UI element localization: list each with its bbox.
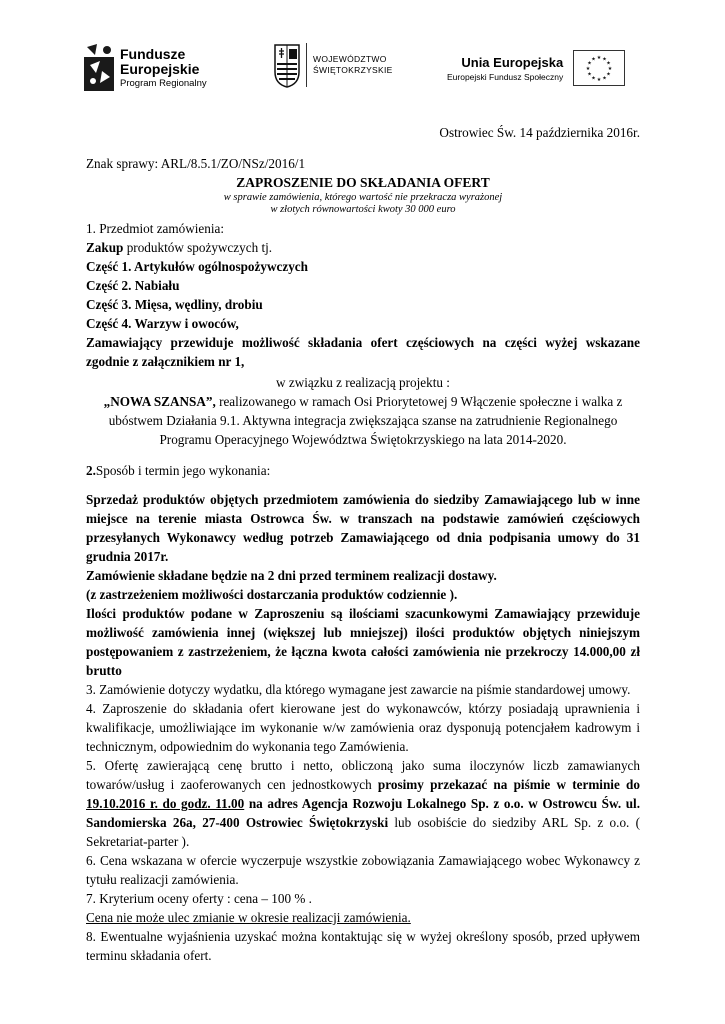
section-6: 6. Cena wskazana w ofercie wyczerpuje wszystkie zobowiązania Zamawiającego wobec Wykonawcy z tytułu realizacji zamówienia.: [86, 853, 640, 887]
section-5-deadline: 19.10.2016 r. do godz. 11.00: [86, 796, 245, 811]
part-2: Część 2. Nabiału: [86, 278, 180, 293]
section-7: 7. Kryterium oceny oferty : cena – 100 % .: [86, 891, 312, 906]
fe-logo-line2: Europejskie: [120, 60, 200, 77]
document-title: ZAPROSZENIE DO SKŁADANIA OFERT: [236, 175, 490, 190]
fe-logo-line1: Fundusze: [120, 45, 186, 62]
eu-logo-line1: Unia Europejska: [461, 54, 564, 70]
project-description: [86, 392, 640, 449]
swietokrzyskie-logo: [274, 42, 393, 88]
section-1-heading: 1. Przedmiot zamówienia:: [86, 221, 225, 236]
section-2-heading: [86, 461, 640, 480]
project-intro: w związku z realizacją projektu :: [276, 375, 450, 390]
section-4: 4. Zaproszenie do składania ofert kierowane jest do wykonawców, którzy posiadają uprawnienia i kwalifikacje, umożliwiające im wykonanie w/w zamówienia oraz dysponują potencjałem kadrowym i technicznym, odpowiednim do wykonania tego Zamówienia.: [86, 701, 640, 754]
case-reference: Znak sprawy: ARL/8.5.1/ZO/NSz/2016/1: [86, 156, 306, 171]
svg-text:★: ★: [591, 56, 596, 63]
section-7-note: Cena nie może ulec zmianie w okresie realizacji zamówienia.: [86, 910, 411, 925]
region-logo-line2: ŚWIĘTOKRZYSKIE: [313, 65, 393, 75]
unia-europejska-logo: [447, 50, 625, 86]
section-2-title: Sposób i termin jego wykonania:: [95, 463, 271, 478]
section-5-address: na adres Agencja Rozwoju Lokalnego Sp. z o.o. w Ostrowcu Św. ul. Sandomierska 26a, 27-400 Ostrowiec Świętokrzyski: [86, 796, 641, 830]
part-3: Część 3. Mięsa, wędliny, drobiu: [86, 297, 263, 312]
section-2-quantities: Ilości produktów podane w Zaproszeniu są ilościami szacunkowymi Zamawiający przewiduje możliwość zamówienia innej (większej lub mniejszej) ilości produktów objętych niniejszym postępowaniem z zastrzeżeniem, że łączna kwota całości zamówienia nie przekroczy 14.000,00 zł brutto: [86, 606, 640, 678]
part-1: Część 1. Artykułów ogólnospożywczych: [86, 259, 308, 274]
eu-logo-line2: Europejski Fundusz Społeczny: [447, 71, 564, 82]
svg-text:★: ★: [602, 56, 607, 63]
subject-rest: produktów spożywczych tj.: [123, 240, 273, 255]
svg-text:★: ★: [585, 66, 591, 72]
svg-text:★: ★: [606, 60, 611, 67]
section-2-daily: (z zastrzeżeniem możliwości dostarczania produktów codziennie ).: [86, 587, 458, 602]
section-2-number: 2.: [86, 463, 96, 478]
fe-logo-line3: Program Regionalny: [120, 77, 207, 89]
invitation-document: [86, 117, 640, 965]
partial-offers-note: Zamawiający przewiduje możliwość składania ofert częściowych na części wyżej wskazane zgodnie z załącznikiem nr 1,: [86, 335, 640, 369]
section-5-intro: 5. Ofertę zawierającą cenę brutto i netto, obliczoną jako suma iloczynów liczb zamawianych towarów/usług i zaoferowanych cen jednostkowych: [86, 758, 640, 792]
region-logo-line1: WOJEWÓDZTWO: [313, 54, 387, 64]
logo-header: [0, 0, 725, 110]
subject-bold: Zakup: [86, 240, 124, 255]
svg-text:★: ★: [591, 75, 596, 82]
section-5-alternative: lub osobiście do siedziby ARL Sp. z o.o. ( Sekretariat-parter ).: [86, 815, 640, 849]
fundusze-europejskie-logo: [84, 43, 207, 93]
section-2-order: Zamówienie składane będzie na 2 dni przed terminem realizacji dostawy.: [86, 568, 497, 583]
svg-text:★: ★: [596, 55, 602, 61]
project-name: „NOWA SZANSA”,: [103, 394, 216, 409]
section-8: 8. Ewentualne wyjaśnienia uzyskać można kontaktując się w wyżej określony sposób, przed upływem terminu składania ofert.: [86, 929, 640, 963]
svg-text:★: ★: [596, 77, 602, 83]
place-date: Ostrowiec Św. 14 października 2016r.: [439, 125, 640, 140]
section-2-sale: Sprzedaż produktów objętych przedmiotem zamówienia do siedziby Zamawiającego lub w inne miejsce na terenie miasta Ostrowca Św. w transzach na podstawie zamówień częściowych przesyłanych Wykonawcy według potrzeb Zamawiającego od dnia podpisania umowy do 31 grudnia 2017r.: [86, 492, 640, 564]
document-subtitle-1: w sprawie zamówienia, którego wartość nie przekracza wyrażonej: [223, 192, 503, 203]
section-5-request: prosimy przekazać na piśmie w terminie do: [377, 777, 640, 792]
svg-text:★: ★: [587, 71, 592, 78]
project-desc-text: realizowanego w ramach Osi Priorytetowej 9 Włączenie społeczne i walka z ubóstwem Działania 9.1. Aktywna integracja zwiększająca szanse na zatrudnienie Regionalnego Programu Operacyjnego Województwa Świętokrzyskiego na lata 2014-2020.: [108, 394, 623, 447]
coat-of-arms-icon: [274, 42, 300, 88]
svg-text:★: ★: [602, 75, 607, 82]
svg-text:★: ★: [607, 66, 613, 72]
logo-divider: [306, 43, 307, 87]
eu-flag-icon: [573, 50, 625, 86]
document-subtitle-2: w złotych równowartości kwoty 30 000 euro: [270, 204, 456, 215]
part-4: Część 4. Warzyw i owoców,: [86, 316, 239, 331]
section-1-subject: [86, 238, 640, 257]
svg-text:★: ★: [587, 60, 592, 67]
svg-text:★: ★: [606, 71, 611, 78]
section-5: [86, 756, 640, 851]
fundusze-europejskie-icon: [84, 43, 114, 93]
section-3: 3. Zamówienie dotyczy wydatku, dla którego wymagane jest zawarcie na piśmie standardowej umowy.: [86, 682, 631, 697]
